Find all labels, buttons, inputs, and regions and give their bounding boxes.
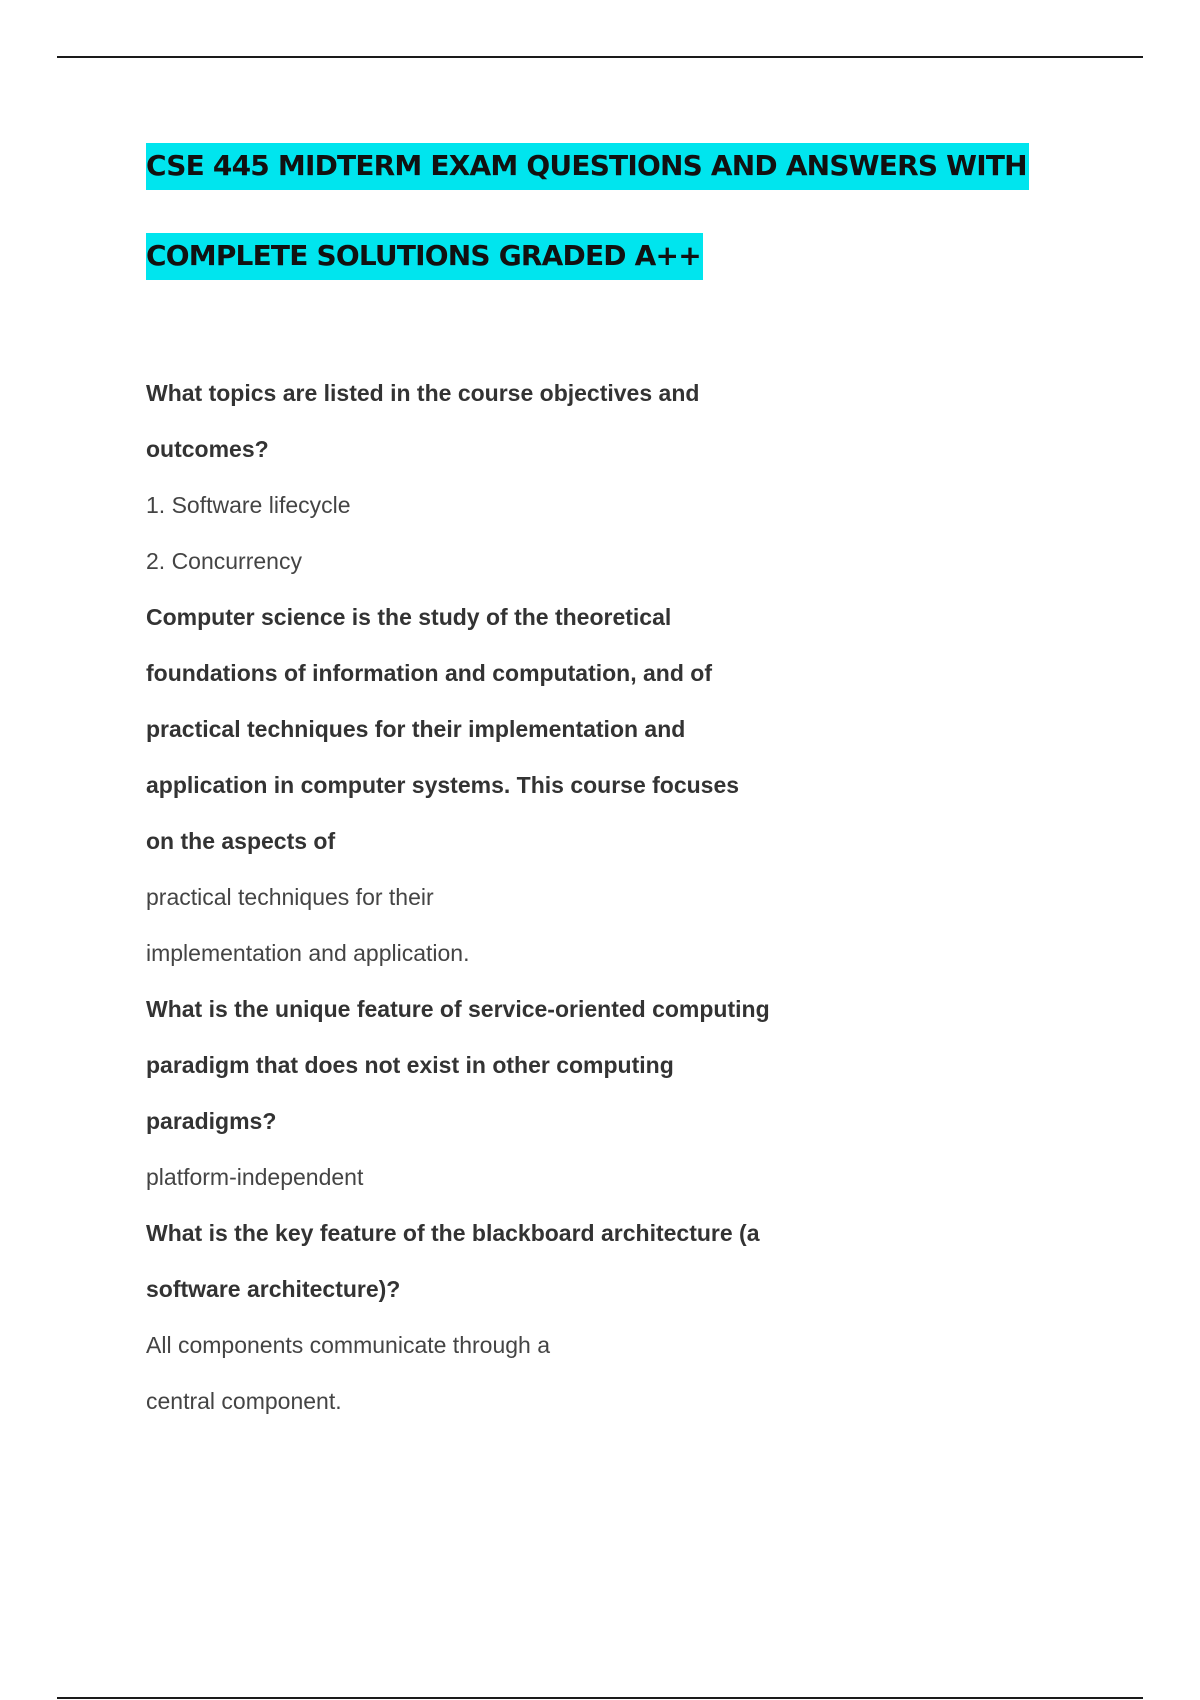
question-text: What topics are listed in the course objectives and	[146, 380, 700, 406]
document-title-line-1	[146, 149, 1029, 182]
title-highlight: CSE 445 MIDTERM EXAM QUESTIONS AND ANSWERS WITH	[146, 143, 1029, 190]
question-text: paradigms?	[146, 1108, 277, 1134]
top-rule	[57, 56, 1143, 58]
answer-text: platform-independent	[146, 1164, 364, 1190]
question-text: software architecture)?	[146, 1276, 401, 1302]
question-text: practical techniques for their implementation and	[146, 716, 686, 742]
question-text: foundations of information and computation, and of	[146, 660, 712, 686]
question-text: on the aspects of	[146, 828, 336, 854]
answer-text: 1. Software lifecycle	[146, 492, 351, 518]
answer-text: central component.	[146, 1388, 342, 1414]
qa-list	[146, 373, 1046, 1437]
answer-text: implementation and application.	[146, 940, 470, 966]
answer-text: 2. Concurrency	[146, 548, 302, 574]
answer-text: practical techniques for their	[146, 884, 434, 910]
question-text: application in computer systems. This course focuses	[146, 772, 740, 798]
bottom-rule	[57, 1697, 1143, 1699]
question-text: Computer science is the study of the theoretical	[146, 604, 672, 630]
question-text: What is the key feature of the blackboard architecture (a	[146, 1220, 760, 1246]
question-text: outcomes?	[146, 436, 269, 462]
title-highlight: COMPLETE SOLUTIONS GRADED A++	[146, 233, 703, 280]
document-title-line-2	[146, 239, 703, 272]
question-text: What is the unique feature of service-oriented computing	[146, 996, 770, 1022]
answer-text: All components communicate through a	[146, 1332, 550, 1358]
question-text: paradigm that does not exist in other computing	[146, 1052, 674, 1078]
